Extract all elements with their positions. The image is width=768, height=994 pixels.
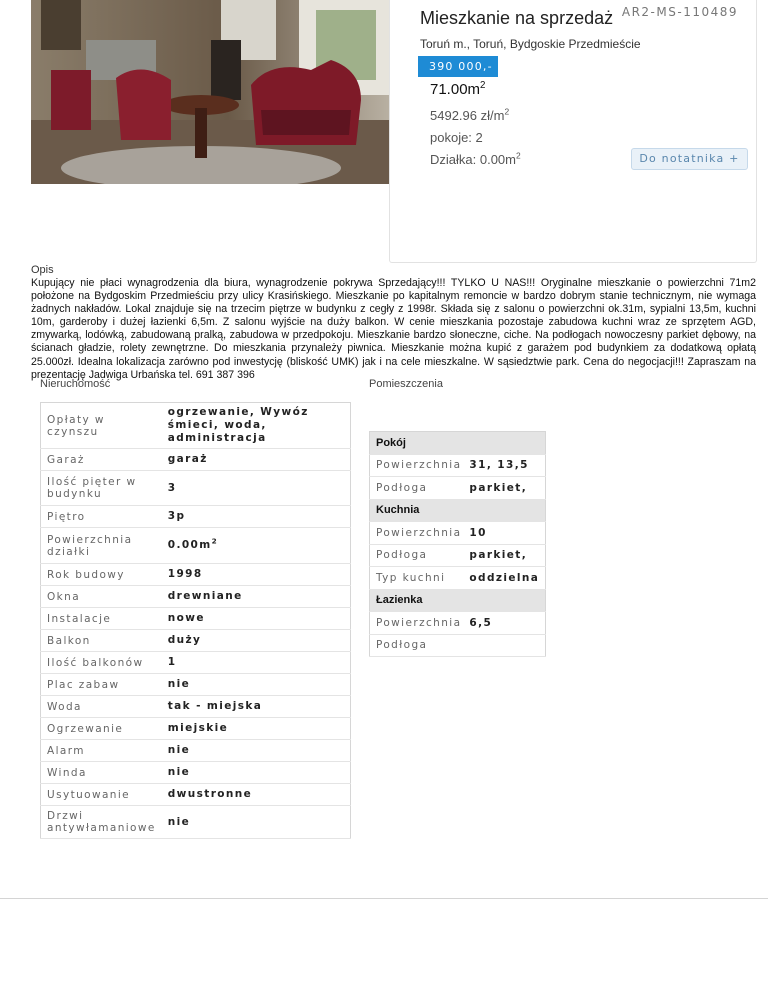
- property-section-label: Nieruchomość: [40, 378, 111, 390]
- table-row: [370, 612, 546, 635]
- property-key: Alarm: [41, 740, 162, 762]
- plot-value: Działka: 0.00m: [430, 152, 516, 167]
- table-row: [41, 784, 351, 806]
- area-exponent: 2: [480, 80, 486, 91]
- table-row: [41, 762, 351, 784]
- table-row: [370, 544, 546, 567]
- room-key: Powierzchnia: [370, 522, 468, 545]
- table-row: [41, 471, 351, 506]
- listing-title: Mieszkanie na sprzedaż: [420, 8, 614, 28]
- property-key: Ilość balkonów: [41, 652, 162, 674]
- property-key: Powierzchnia działki: [41, 528, 162, 564]
- property-key: Balkon: [41, 630, 162, 652]
- property-value: miejskie: [162, 718, 351, 740]
- table-row: [41, 674, 351, 696]
- property-key: Okna: [41, 586, 162, 608]
- table-row: [41, 696, 351, 718]
- table-row: [370, 477, 546, 500]
- table-row: [41, 506, 351, 528]
- price-per-m2: [430, 108, 509, 123]
- table-row: [41, 630, 351, 652]
- rooms-count: pokoje: 2: [430, 130, 483, 145]
- room-group-header: [370, 499, 546, 522]
- table-row: [370, 454, 546, 477]
- property-key: Rok budowy: [41, 564, 162, 586]
- table-row: [370, 522, 546, 545]
- table-row: [41, 652, 351, 674]
- property-value: nowe: [162, 608, 351, 630]
- room-value: [467, 634, 545, 657]
- room-group-name: Kuchnia: [370, 499, 546, 522]
- table-row: [370, 567, 546, 590]
- table-row: [41, 564, 351, 586]
- table-row: [41, 718, 351, 740]
- listing-photo[interactable]: [31, 0, 389, 184]
- property-value-exponent: 2: [211, 536, 219, 546]
- listing-location: Toruń m., Toruń, Bydgoskie Przedmieście: [420, 37, 641, 51]
- table-row: [41, 586, 351, 608]
- room-key: Powierzchnia: [370, 454, 468, 477]
- property-value: nie: [162, 762, 351, 784]
- table-row: [41, 449, 351, 471]
- property-value: nie: [162, 740, 351, 762]
- property-key: Drzwi antywłamaniowe: [41, 806, 162, 839]
- property-value: 1998: [162, 564, 351, 586]
- property-key: Opłaty w czynszu: [41, 403, 162, 449]
- property-value: [162, 528, 351, 564]
- footer-divider: [0, 898, 768, 899]
- property-value: nie: [162, 674, 351, 696]
- room-value: oddzielna: [467, 567, 545, 590]
- room-key: Podłoga: [370, 634, 468, 657]
- plot-exponent: 2: [515, 150, 521, 161]
- property-key: Instalacje: [41, 608, 162, 630]
- table-row: [41, 608, 351, 630]
- listing-code: AR2-MS-110489: [621, 5, 738, 19]
- property-value: 3: [162, 471, 351, 506]
- property-value-text: 0.00m: [167, 539, 212, 551]
- property-value: drewniane: [162, 586, 351, 608]
- property-value: duży: [162, 630, 351, 652]
- area-value: 71.00m: [430, 81, 481, 98]
- property-value: nie: [162, 806, 351, 839]
- table-row: [41, 528, 351, 564]
- description-text: Kupujący nie płaci wynagrodzenia dla biura, wynagrodzenie pokrywa Sprzedający!!! TYLKO U NAS!!! Oryginalne mieszkanie o powierzchni 71m2 położone na Bydgoskim Przedmieściu przy ulicy Krasińskiego. Mieszkanie po kapitalnym remoncie w bardzo dobrym stanie technicznym, nie wymaga żadnych nakładów. Lokal znajduje się na trzecim piętrze w budynku z cegły z 1998r. Składa się z salonu o powierzchni ok.31m, sypialni 13,5m, kuchni 10m, garderoby i dużej łazienki 6,5m. Z salonu wyjście na duży balkon. W cenie mieszkania pozostaje zabudowa kuchni wraz ze sprzętem AGD, zmywarką, lodówką, zabudowaną pralką, zabudowa w przedpokoju. Mieszkanie bardzo słoneczne, ciche. Na podłogach nowoczesny parkiet dębowy, na ścianach gładzie, rolety zewnętrzne. Do mieszkania przynależy piwnica. Mieszkanie można kupić z garażem pod budynkiem za dodatkową opłatą 25.000zł. Idealna lokalizacja zarówno pod inwestycję (bliskość UMK) jak i na cele mieszkalne. W sąsiedztwie park. Cena do negocjacji!!! Zapraszam na prezentację Jadwiga Urbańska tel. 691 387 396: [31, 277, 756, 381]
- plot-area: [430, 152, 521, 167]
- property-value: tak - miejska: [162, 696, 351, 718]
- property-key: Garaż: [41, 449, 162, 471]
- description-label: Opis: [31, 264, 54, 276]
- property-key: Ogrzewanie: [41, 718, 162, 740]
- add-to-notebook-button[interactable]: Do notatnika +: [631, 148, 748, 170]
- property-key: Ilość pięter w budynku: [41, 471, 162, 506]
- property-table: [40, 402, 351, 839]
- table-row: [41, 806, 351, 839]
- property-key: Piętro: [41, 506, 162, 528]
- property-key: Winda: [41, 762, 162, 784]
- room-value: 10: [467, 522, 545, 545]
- room-value: 31, 13,5: [467, 454, 545, 477]
- rooms-section-label: Pomieszczenia: [369, 378, 443, 390]
- room-key: Podłoga: [370, 544, 468, 567]
- room-group-name: Łazienka: [370, 589, 546, 612]
- rooms-table: [369, 431, 546, 657]
- room-group-header: [370, 432, 546, 455]
- room-key: Podłoga: [370, 477, 468, 500]
- property-key: Usytuowanie: [41, 784, 162, 806]
- property-key: Plac zabaw: [41, 674, 162, 696]
- property-value: garaż: [162, 449, 351, 471]
- table-row: [41, 403, 351, 449]
- room-key: Powierzchnia: [370, 612, 468, 635]
- listing-area: [430, 81, 485, 98]
- room-group-name: Pokój: [370, 432, 546, 455]
- room-group-header: [370, 589, 546, 612]
- room-value: 6,5: [467, 612, 545, 635]
- price-badge: 390 000,-: [418, 56, 498, 77]
- room-value: parkiet,: [467, 477, 545, 500]
- table-row: [370, 634, 546, 657]
- price-per-m2-value: 5492.96 zł/m: [430, 108, 505, 123]
- property-value: ogrzewanie, Wywóz śmieci, woda, administracja: [162, 403, 351, 449]
- room-value: parkiet,: [467, 544, 545, 567]
- table-row: [41, 740, 351, 762]
- listing-info-panel: [389, 0, 757, 263]
- property-key: Woda: [41, 696, 162, 718]
- property-value: 3p: [162, 506, 351, 528]
- property-value: dwustronne: [162, 784, 351, 806]
- room-key: Typ kuchni: [370, 567, 468, 590]
- price-per-m2-exponent: 2: [504, 106, 510, 117]
- property-value: 1: [162, 652, 351, 674]
